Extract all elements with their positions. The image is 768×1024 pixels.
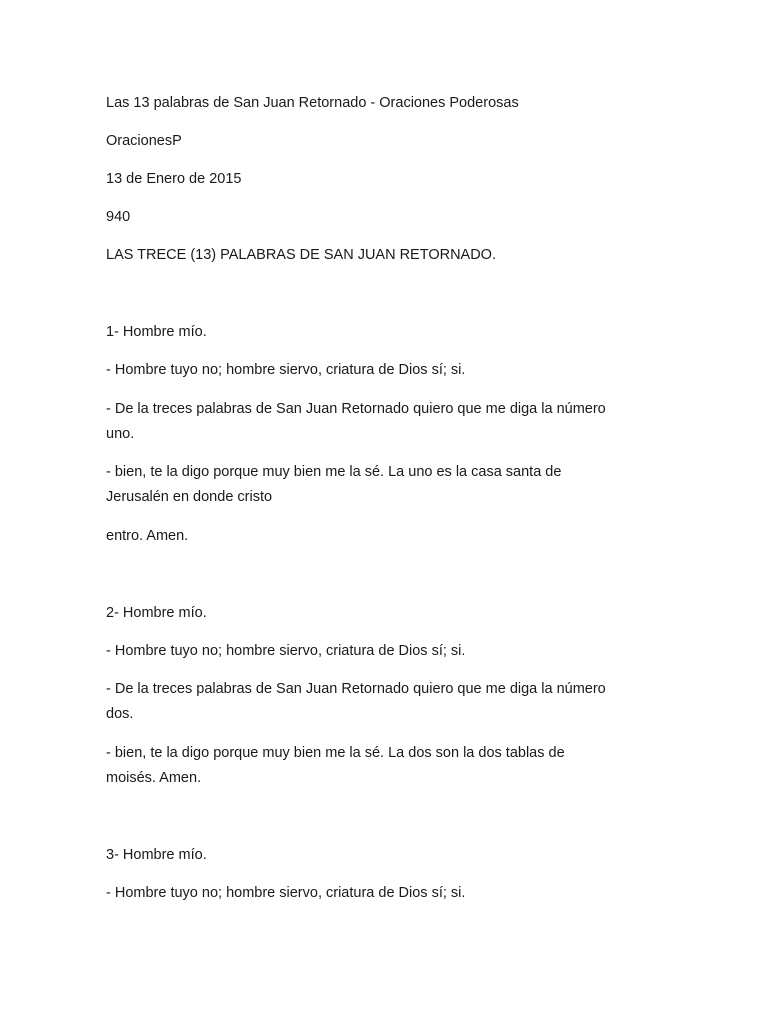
section-1-answer-cont: Jerusalén en donde cristo [106,489,273,505]
section-2-reply: - Hombre tuyo no; hombre siervo, criatura de Dios sí; si. [106,643,466,659]
section-1-reply: - Hombre tuyo no; hombre siervo, criatura de Dios sí; si. [106,362,466,378]
section-2-answer: - bien, te la digo porque muy bien me la sé. La dos son la dos tablas de [106,745,565,761]
section-1-call: 1- Hombre mío. [106,324,207,340]
section-1-answer-end: entro. Amen. [106,528,189,544]
section-1-ask-cont: uno. [106,426,135,442]
section-1-ask: - De la treces palabras de San Juan Retornado quiero que me diga la número [106,401,606,417]
document-date: 13 de Enero de 2015 [106,171,242,187]
document-author: OracionesP [106,133,182,149]
section-2-ask-cont: dos. [106,706,134,722]
section-2-answer-cont: moisés. Amen. [106,770,202,786]
section-2-call: 2- Hombre mío. [106,605,207,621]
section-3-call: 3- Hombre mío. [106,847,207,863]
section-3-reply: - Hombre tuyo no; hombre siervo, criatura de Dios sí; si. [106,885,466,901]
section-1-answer: - bien, te la digo porque muy bien me la sé. La uno es la casa santa de [106,464,562,480]
document-heading: LAS TRECE (13) PALABRAS DE SAN JUAN RETORNADO. [106,247,496,263]
document-count: 940 [106,209,131,225]
section-2-ask: - De la treces palabras de San Juan Retornado quiero que me diga la número [106,681,606,697]
document-title: Las 13 palabras de San Juan Retornado - Oraciones Poderosas [106,95,519,111]
